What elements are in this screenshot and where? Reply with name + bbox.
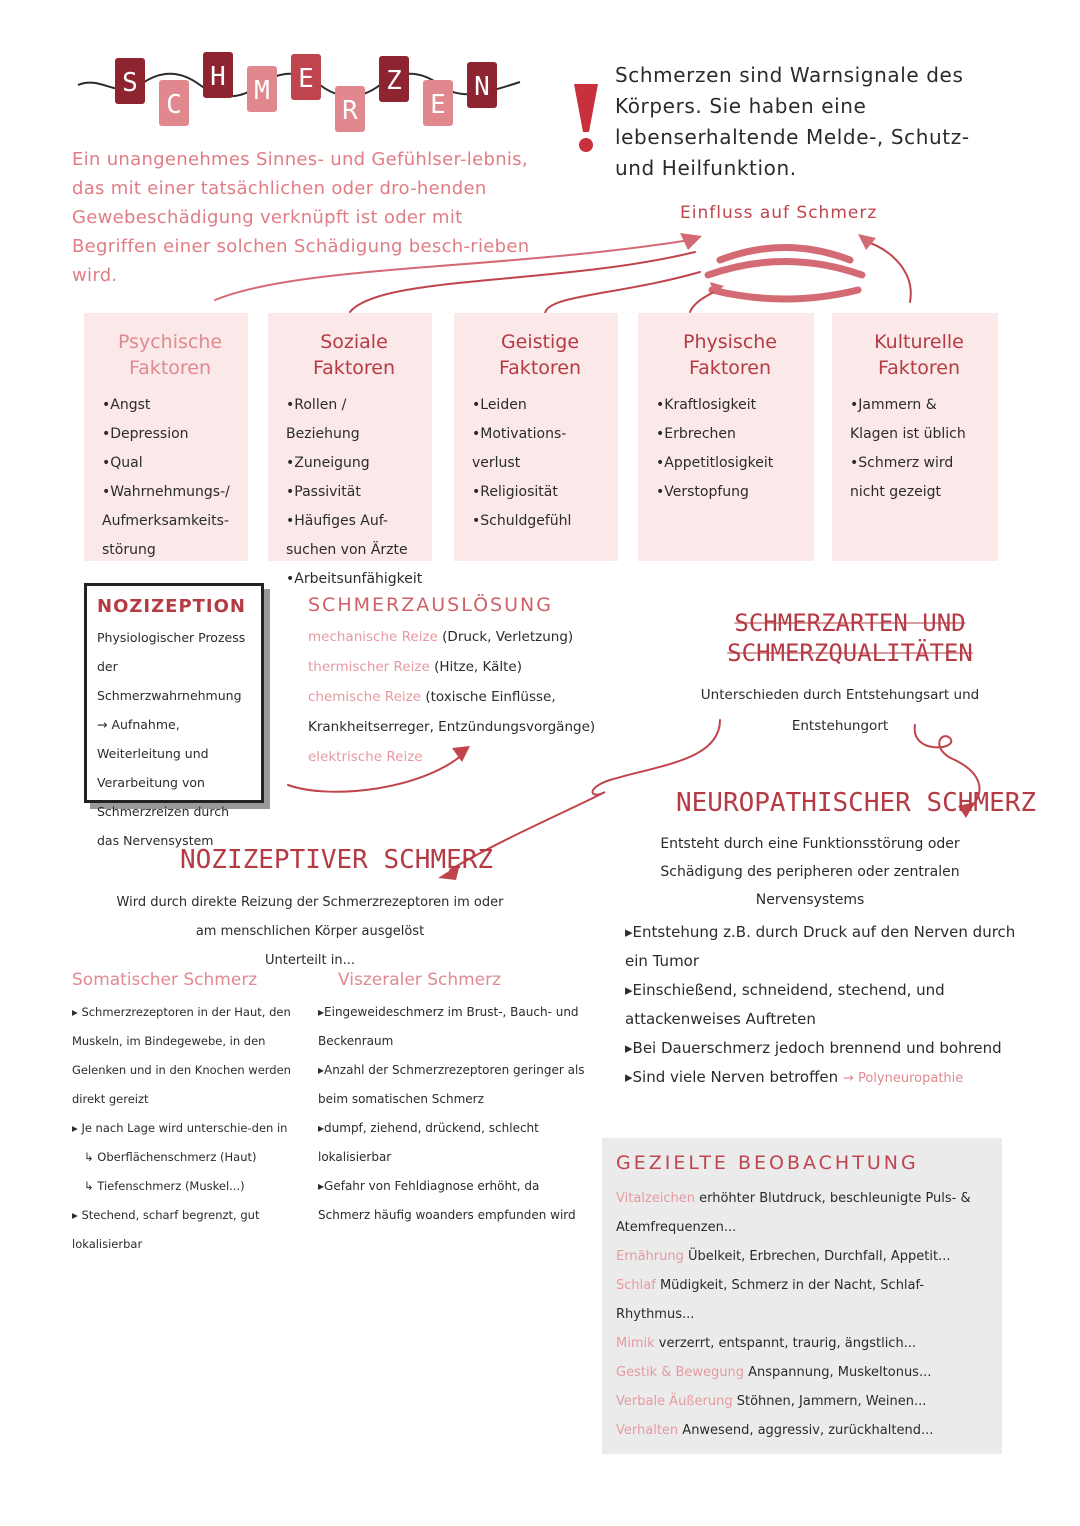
title-letter: H [210,62,226,92]
title-letter: M [254,76,270,106]
nozizeption-title: NOZIZEPTION [97,596,246,617]
factor-psychisch [84,313,248,561]
list-item: • Appetitlosigkeit [656,449,804,478]
beobachtung-title: GEZIELTE BEOBACHTUNG [616,1152,919,1174]
list-item: • Religiosität [472,478,608,507]
schmerzausloesung-title: SCHMERZAUSLÖSUNG [308,594,553,616]
beobachtung-row: Mimik verzerrt, entspannt, traurig, ängstlich... [616,1336,917,1351]
schmerzarten-title: SCHMERZARTEN UND SCHMERZQUALITÄTEN [727,609,973,667]
list-item: thermischer Reize (Hitze, Kälte) [308,659,523,675]
beobachtung-row: Vitalzeichen erhöhter Blutdruck, beschleunigte Puls- & Atemfrequenzen... [616,1191,971,1235]
neuropathisch-list [625,918,1025,1093]
influence-arrows [0,190,1080,330]
viszeral-title: Viszeraler Schmerz [338,970,502,990]
list-item: • Rollen / Beziehung [286,391,422,449]
beobachtung-row: Gestik & Bewegung Anspannung, Muskeltonus... [616,1365,932,1380]
list-item: • Qual [102,449,238,478]
nozizeptiv-title: NOZIZEPTIVER SCHMERZ [180,845,494,875]
factor-list [850,391,988,507]
list-item: ↳ Oberflächenschmerz (Haut) [84,1150,257,1164]
somatisch-title: Somatischer Schmerz [72,970,258,990]
list-item: ▸ Sind viele Nerven betroffen → Polyneuropathie [625,1063,1025,1093]
list-item: • Kraftlosigkeit [656,391,804,420]
beobachtung-row: Schlaf Müdigkeit, Schmerz in der Nacht, Schlaf-Rhythmus... [616,1278,925,1322]
list-item: ▸ Einschießend, schneidend, stechend, und attackenweises Auftreten [625,976,1025,1034]
list-item: • Jammern & Klagen ist üblich [850,391,988,449]
einfluss-label: Einfluss auf Schmerz [680,203,878,223]
factor-sozial [268,313,432,587]
factor-list [102,391,238,565]
factor-title: Soziale Faktoren [312,331,396,379]
list-item: chemische Reize (toxische Einflüsse, Krankheitserreger, Entzündungsvorgänge) [308,689,596,735]
factor-list [472,391,608,536]
title-letter: S [122,68,138,98]
viszeral-list [318,998,588,1230]
nozizeptiv-desc: Wird durch direkte Reizung der Schmerzrezeptoren im oder am menschlichen Körper ausgelöst Unterteilt in... [116,895,504,968]
list-item: • Leiden [472,391,608,420]
factor-geistig [454,313,618,561]
somatisch-list [72,998,302,1259]
list-item: ▸ Gefahr von Fehldiagnose erhöht, da Schmerz häufig woanders empfunden wird [318,1172,588,1230]
list-item: • Angst [102,391,238,420]
factor-title: Psychische Faktoren [117,331,223,379]
beobachtung-row: Ernährung Übelkeit, Erbrechen, Durchfall, Appetit... [616,1249,951,1264]
list-item: • Wahrnehmungs-/ Aufmerksamkeits-störung [102,478,238,565]
title-letter: C [166,90,182,120]
list-item: ▸ Anzahl der Schmerzrezeptoren geringer als beim somatischen Schmerz [318,1056,588,1114]
list-item: • Zuneigung [286,449,422,478]
schmerzarten-subtitle: Unterschieden durch Entstehungsart und Entstehungort [700,687,980,734]
factor-title: Kulturelle Faktoren [874,331,964,379]
list-item: • Passivität [286,478,422,507]
unterteilt-label: Unterteilt in... [265,953,355,968]
list-item: ▸ Stechend, scharf begrenzt, gut lokalisierbar [72,1208,260,1251]
list-item: • Depression [102,420,238,449]
neuropathisch-desc: Entsteht durch eine Funktionsstörung oder Schädigung des peripheren oder zentralen Nervensystems [660,836,960,908]
factor-kulturell [832,313,998,561]
title-letter: E [298,64,314,94]
title-letter: N [474,72,490,102]
factor-list [286,391,422,594]
title-letter: R [342,96,358,126]
polyneuropathie-link: → Polyneuropathie [842,1071,964,1086]
list-item: • Schmerz wird nicht gezeigt [850,449,988,507]
list-item: • Motivations-verlust [472,420,608,478]
factor-list [656,391,804,507]
list-item: ▸ Eingeweideschmerz im Brust-, Bauch- und Beckenraum [318,998,588,1056]
warning-text: Schmerzen sind Warnsignale des Körpers. Sie haben eine lebenserhaltende Melde-, Schutz- und Heilfunktion. [615,63,970,180]
beobachtung-panel [602,1138,1002,1454]
list-item: ▸ dumpf, ziehend, drückend, schlecht lokalisierbar [318,1114,588,1172]
list-item: ▸ Je nach Lage wird unterschie-den in [72,1121,288,1135]
title-graphic [70,40,530,150]
nozizeption-text: Physiologischer Prozess der Schmerzwahrnehmung → Aufnahme, Weiterleitung und Verarbeitung von Schmerzreizen durch das Nervensystem [97,630,246,848]
intro-definition: Ein unangenehmes Sinnes- und Gefühlser-lebnis, das mit einer tatsächlichen oder dro-henden Gewebeschädigung verknüpft ist oder mit Begriffen einer solchen Schädigung besch-rieben wird. [72,149,530,286]
neuropathisch-title: NEUROPATHISCHER SCHMERZ [676,788,1037,818]
title-letters [115,52,497,132]
factor-title: Geistige Faktoren [498,331,582,379]
list-item: • Verstopfung [656,478,804,507]
list-item: • Erbrechen [656,420,804,449]
list-item: • Häufiges Auf-suchen von Ärzte [286,507,422,565]
list-item: • Schuldgefühl [472,507,608,536]
list-item: mechanische Reize (Druck, Verletzung) [308,629,574,645]
factor-title: Physische Faktoren [683,331,777,379]
list-item: • Arbeitsunfähigkeit [286,565,422,594]
list-item: ▸ Entstehung z.B. durch Druck auf den Nerven durch ein Tumor [625,918,1025,976]
list-item: ▸ Bei Dauerschmerz jedoch brennend und bohrend [625,1034,1025,1063]
beobachtung-row: Verbale Äußerung Stöhnen, Jammern, Weinen... [616,1394,927,1409]
title-letter: Z [386,66,402,96]
factor-physisch [638,313,814,561]
list-item: elektrische Reize [308,749,423,765]
exclamation-icon [568,80,604,155]
list-item: ▸ Schmerzrezeptoren in der Haut, den Muskeln, im Bindegewebe, in den Gelenken und in den Knochen werden direkt gereizt [72,1005,291,1106]
beobachtung-row: Verhalten Anwesend, aggressiv, zurückhaltend... [616,1423,934,1438]
title-letter: E [430,90,446,120]
list-item: ↳ Tiefenschmerz (Muskel...) [84,1179,245,1193]
